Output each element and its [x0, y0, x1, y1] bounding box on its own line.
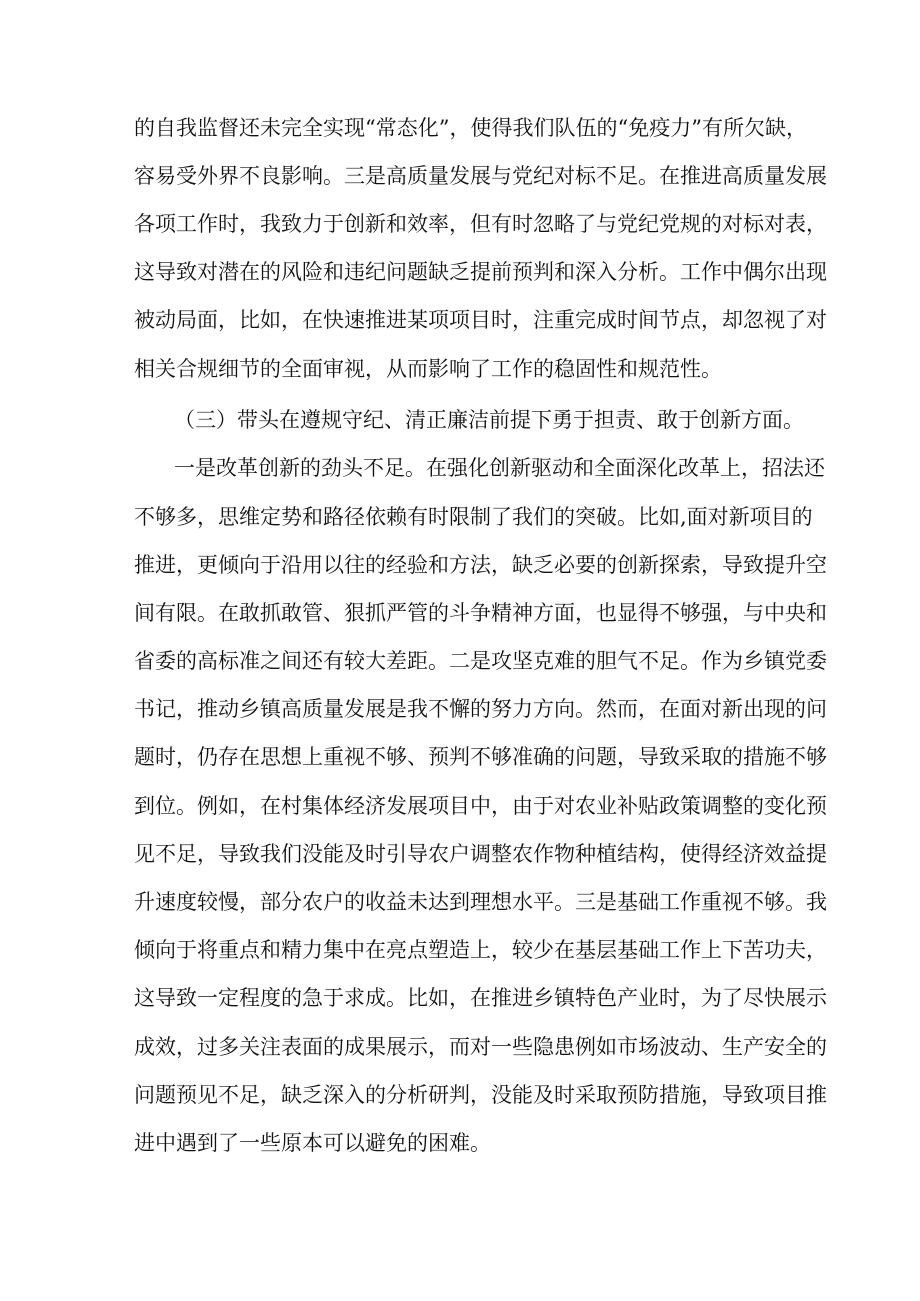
text-line: 各项工作时，我致力于创新和效率，但有时忽略了与党纪党规的对标对表，: [134, 212, 827, 236]
text-line: 升速度较慢，部分农户的收益未达到理想水平。三是基础工作重视不够。我: [134, 890, 827, 914]
text-line: 书记，推动乡镇高质量发展是我不懈的努力方向。然而，在面对新出现的问: [134, 697, 827, 721]
text-line: 推进，更倾向于沿用以往的经验和方法，缺乏必要的创新探索，导致提升空: [134, 553, 827, 577]
text-line: 成效，过多关注表面的成果展示，而对一些隐患例如市场波动、生产安全的: [134, 1035, 827, 1059]
text-line: 不够多，思维定势和路径依赖有时限制了我们的突破。比如,面对新项目的: [134, 505, 813, 529]
text-line: 见不足，导致我们没能及时引导农户调整农作物种植结构，使得经济效益提: [134, 842, 827, 866]
text-line: 到位。例如，在村集体经济发展项目中，由于对农业补贴政策调整的变化预: [134, 794, 827, 818]
text-line: 这导致对潜在的风险和违纪问题缺乏提前预判和深入分析。工作中偶尔出现: [134, 260, 827, 284]
text-line: 这导致一定程度的急于求成。比如，在推进乡镇特色产业时，为了尽快展示: [134, 986, 827, 1010]
text-line: 容易受外界不良影响。三是高质量发展与党纪对标不足。在推进高质量发展: [134, 164, 827, 188]
text-line: 的自我监督还未完全实现“常态化”，使得我们队伍的“免疫力”有所欠缺，: [134, 116, 807, 140]
section-heading: （三）带头在遵规守纪、清正廉洁前提下勇于担责、敢于创新方面。: [174, 408, 804, 432]
text-line: 问题预见不足，缺乏深入的分析研判，没能及时采取预防措施，导致项目推: [134, 1083, 827, 1107]
text-line: 题时，仍存在思想上重视不够、预判不够准确的问题，导致采取的措施不够: [134, 745, 827, 769]
text-line: 被动局面，比如，在快速推进某项项目时，注重完成时间节点，却忽视了对: [134, 308, 827, 332]
text-line: 省委的高标准之间还有较大差距。二是攻坚克难的胆气不足。作为乡镇党委: [134, 649, 827, 673]
text-line: 倾向于将重点和精力集中在亮点塑造上，较少在基层基础工作上下苦功夫，: [134, 938, 827, 962]
text-line: 进中遇到了一些原本可以避免的困难。: [134, 1131, 491, 1155]
text-line: 相关合规细节的全面审视，从而影响了工作的稳固性和规范性。: [134, 357, 722, 381]
text-line: 一是改革创新的劲头不足。在强化创新驱动和全面深化改革上，招法还: [174, 456, 825, 480]
text-line: 间有限。在敢抓敢管、狠抓严管的斗争精神方面，也显得不够强，与中央和: [134, 601, 827, 625]
